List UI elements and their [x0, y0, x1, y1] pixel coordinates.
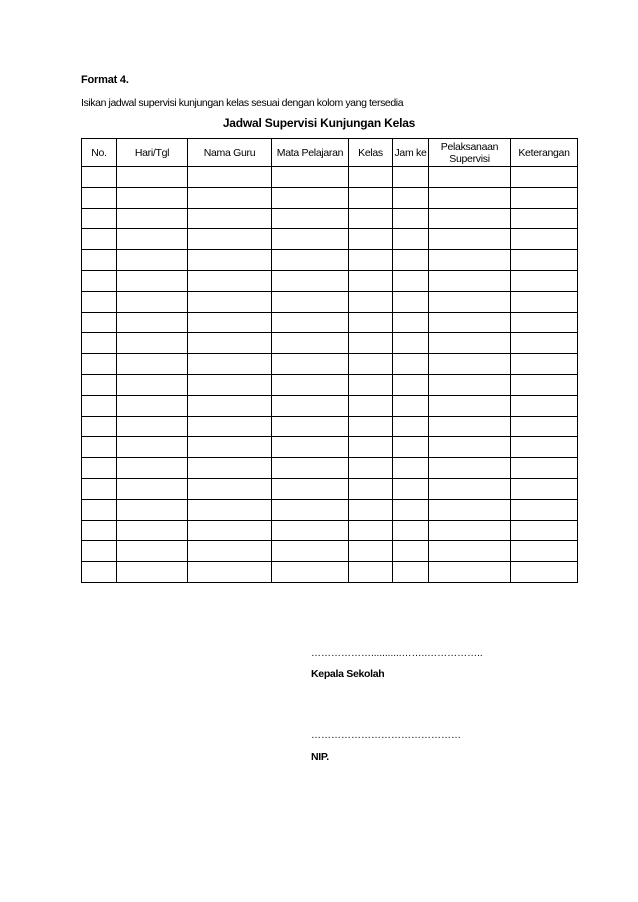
- table-cell: [511, 312, 578, 333]
- table-cell: [117, 208, 188, 229]
- table-cell: [117, 562, 188, 583]
- table-cell: [272, 229, 349, 250]
- table-cell: [349, 520, 393, 541]
- table-cell: [511, 562, 578, 583]
- table-cell: [188, 374, 272, 395]
- table-cell: [349, 291, 393, 312]
- table-cell: [188, 354, 272, 375]
- table-row: [82, 167, 578, 188]
- table-cell: [511, 478, 578, 499]
- table-cell: [82, 354, 117, 375]
- table-cell: [272, 312, 349, 333]
- table-cell: [511, 270, 578, 291]
- table-cell: [188, 499, 272, 520]
- table-row: [82, 291, 578, 312]
- table-row: [82, 541, 578, 562]
- schedule-table: [81, 138, 578, 583]
- table-cell: [188, 416, 272, 437]
- table-cell: [511, 187, 578, 208]
- table-cell: [393, 541, 429, 562]
- column-header-notes: Keterangan: [511, 139, 578, 167]
- table-cell: [511, 499, 578, 520]
- table-cell: [393, 291, 429, 312]
- table-cell: [511, 395, 578, 416]
- table-cell: [511, 458, 578, 479]
- date-place-line: ………………...........……..……………..: [311, 648, 483, 659]
- table-row: [82, 229, 578, 250]
- table-cell: [349, 458, 393, 479]
- table-cell: [82, 416, 117, 437]
- table-cell: [82, 520, 117, 541]
- table-cell: [349, 187, 393, 208]
- column-header-supervision: Pelaksanaan Supervisi: [429, 139, 511, 167]
- table-cell: [117, 416, 188, 437]
- table-cell: [82, 250, 117, 271]
- table-row: [82, 354, 578, 375]
- table-cell: [272, 270, 349, 291]
- table-cell: [511, 291, 578, 312]
- table-cell: [272, 520, 349, 541]
- table-cell: [393, 499, 429, 520]
- table-cell: [188, 541, 272, 562]
- table-cell: [349, 250, 393, 271]
- table-row: [82, 395, 578, 416]
- table-cell: [272, 478, 349, 499]
- table-cell: [82, 167, 117, 188]
- table-cell: [188, 312, 272, 333]
- table-cell: [349, 270, 393, 291]
- table-cell: [349, 416, 393, 437]
- table-cell: [393, 167, 429, 188]
- table-cell: [117, 250, 188, 271]
- table-cell: [272, 291, 349, 312]
- table-cell: [429, 499, 511, 520]
- table-cell: [349, 562, 393, 583]
- table-row: [82, 374, 578, 395]
- table-cell: [429, 478, 511, 499]
- table-row: [82, 562, 578, 583]
- table-cell: [82, 541, 117, 562]
- table-cell: [272, 458, 349, 479]
- table-cell: [82, 395, 117, 416]
- table-cell: [349, 541, 393, 562]
- table-cell: [117, 499, 188, 520]
- table-cell: [511, 250, 578, 271]
- table-cell: [349, 478, 393, 499]
- table-cell: [393, 437, 429, 458]
- table-row: [82, 416, 578, 437]
- table-cell: [511, 437, 578, 458]
- nip-label: NIP.: [311, 751, 329, 763]
- table-cell: [188, 478, 272, 499]
- table-cell: [188, 562, 272, 583]
- table-cell: [272, 187, 349, 208]
- table-cell: [429, 291, 511, 312]
- table-cell: [82, 333, 117, 354]
- table-cell: [188, 395, 272, 416]
- table-cell: [82, 312, 117, 333]
- table-cell: [511, 333, 578, 354]
- table-cell: [188, 250, 272, 271]
- table-cell: [393, 208, 429, 229]
- table-cell: [429, 437, 511, 458]
- table-cell: [349, 354, 393, 375]
- table-cell: [429, 229, 511, 250]
- table-cell: [82, 562, 117, 583]
- table-cell: [429, 333, 511, 354]
- column-header-no: No.: [82, 139, 117, 167]
- table-cell: [393, 250, 429, 271]
- table-row: [82, 499, 578, 520]
- table-cell: [272, 374, 349, 395]
- table-cell: [272, 395, 349, 416]
- table-row: [82, 437, 578, 458]
- table-row: [82, 250, 578, 271]
- table-cell: [188, 458, 272, 479]
- table-cell: [117, 333, 188, 354]
- table-row: [82, 458, 578, 479]
- table-cell: [82, 208, 117, 229]
- table-cell: [349, 437, 393, 458]
- table-cell: [82, 499, 117, 520]
- table-cell: [393, 333, 429, 354]
- table-cell: [188, 520, 272, 541]
- principal-title: Kepala Sekolah: [311, 668, 385, 680]
- table-cell: [188, 333, 272, 354]
- column-header-subject: Mata Pelajaran: [272, 139, 349, 167]
- table-cell: [82, 374, 117, 395]
- table-cell: [188, 208, 272, 229]
- table-cell: [349, 333, 393, 354]
- table-cell: [429, 354, 511, 375]
- table-cell: [511, 374, 578, 395]
- table-row: [82, 187, 578, 208]
- table-cell: [429, 187, 511, 208]
- table-cell: [511, 229, 578, 250]
- table-cell: [117, 270, 188, 291]
- name-line: ………………………………………: [311, 730, 461, 741]
- table-cell: [393, 229, 429, 250]
- table-cell: [117, 167, 188, 188]
- table-cell: [393, 458, 429, 479]
- table-cell: [272, 354, 349, 375]
- table-cell: [429, 395, 511, 416]
- table-row: [82, 208, 578, 229]
- table-cell: [272, 416, 349, 437]
- table-cell: [272, 167, 349, 188]
- table-cell: [117, 520, 188, 541]
- table-cell: [393, 478, 429, 499]
- table-cell: [349, 229, 393, 250]
- table-cell: [393, 187, 429, 208]
- table-cell: [349, 395, 393, 416]
- table-cell: [272, 333, 349, 354]
- table-cell: [272, 208, 349, 229]
- table-cell: [188, 167, 272, 188]
- table-cell: [511, 167, 578, 188]
- table-cell: [272, 437, 349, 458]
- table-cell: [272, 541, 349, 562]
- table-cell: [429, 208, 511, 229]
- table-title: Jadwal Supervisi Kunjungan Kelas: [222, 116, 416, 130]
- table-cell: [272, 250, 349, 271]
- table-cell: [117, 229, 188, 250]
- table-row: [82, 333, 578, 354]
- table-row: [82, 270, 578, 291]
- table-cell: [393, 562, 429, 583]
- table-cell: [349, 167, 393, 188]
- table-header-row: [82, 139, 578, 167]
- table-row: [82, 312, 578, 333]
- table-cell: [429, 541, 511, 562]
- table-cell: [82, 458, 117, 479]
- table-cell: [117, 395, 188, 416]
- table-cell: [511, 416, 578, 437]
- table-cell: [82, 187, 117, 208]
- column-header-date: Hari/Tgl: [117, 139, 188, 167]
- table-cell: [188, 270, 272, 291]
- table-cell: [429, 167, 511, 188]
- table-cell: [429, 458, 511, 479]
- table-cell: [188, 437, 272, 458]
- table-cell: [272, 562, 349, 583]
- table-cell: [349, 499, 393, 520]
- table-cell: [393, 520, 429, 541]
- schedule-table-body: [82, 167, 578, 583]
- instruction-text: Isikan jadwal supervisi kunjungan kelas sesuai dengan kolom yang tersedia: [81, 97, 404, 109]
- table-cell: [429, 520, 511, 541]
- table-cell: [393, 416, 429, 437]
- table-cell: [82, 437, 117, 458]
- table-row: [82, 478, 578, 499]
- table-cell: [117, 478, 188, 499]
- table-cell: [511, 208, 578, 229]
- table-cell: [349, 312, 393, 333]
- table-cell: [429, 270, 511, 291]
- table-cell: [393, 395, 429, 416]
- table-row: [82, 520, 578, 541]
- column-header-period: Jam ke: [393, 139, 429, 167]
- table-cell: [393, 374, 429, 395]
- table-cell: [117, 312, 188, 333]
- table-cell: [188, 187, 272, 208]
- table-cell: [511, 354, 578, 375]
- table-cell: [117, 458, 188, 479]
- table-cell: [82, 229, 117, 250]
- table-cell: [393, 312, 429, 333]
- table-cell: [511, 520, 578, 541]
- table-cell: [117, 291, 188, 312]
- table-cell: [511, 541, 578, 562]
- table-cell: [429, 374, 511, 395]
- table-cell: [188, 291, 272, 312]
- format-label: Format 4.: [81, 74, 129, 86]
- table-cell: [117, 187, 188, 208]
- table-cell: [82, 270, 117, 291]
- table-cell: [117, 541, 188, 562]
- table-cell: [272, 499, 349, 520]
- column-header-teacher: Nama Guru: [188, 139, 272, 167]
- table-cell: [429, 312, 511, 333]
- table-cell: [429, 416, 511, 437]
- table-cell: [188, 229, 272, 250]
- table-cell: [393, 270, 429, 291]
- table-cell: [117, 374, 188, 395]
- table-cell: [429, 562, 511, 583]
- table-cell: [82, 478, 117, 499]
- table-cell: [82, 291, 117, 312]
- table-cell: [349, 208, 393, 229]
- column-header-class: Kelas: [349, 139, 393, 167]
- table-cell: [429, 250, 511, 271]
- table-cell: [393, 354, 429, 375]
- table-cell: [117, 437, 188, 458]
- table-cell: [117, 354, 188, 375]
- table-cell: [349, 374, 393, 395]
